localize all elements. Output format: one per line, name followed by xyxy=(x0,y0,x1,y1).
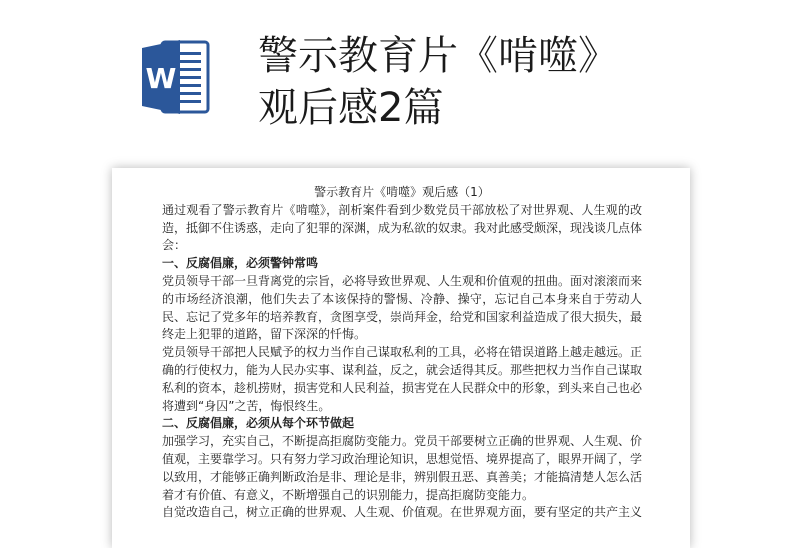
document-preview-page xyxy=(112,168,690,548)
document-title: 警示教育片《啃噬》观后感（1） xyxy=(314,185,490,199)
document-section-heading: 一、反腐倡廉，必须警钟常鸣 xyxy=(162,256,319,271)
word-document-icon xyxy=(140,36,212,118)
document-paragraph: 自觉改造自己，树立正确的世界观、人生观、价值观。在世界观方面，要有坚定的共产主义 xyxy=(162,505,643,520)
header xyxy=(0,0,800,160)
document-content xyxy=(162,184,642,522)
page-title-line-2: 观后感2篇 xyxy=(258,85,444,131)
page-title xyxy=(258,30,778,134)
document-paragraph: 党员领导干部把人民赋予的权力当作自己谋取私利的工具，必将在错误道路上越走越远。正确的行使权力，能为人民办实事、谋利益，反之，就会适得其反。那些把权力当作自己谋取私利的资本，趁机捞财，损害党和人民利益，损害党在人民群众中的形象，到头来自己也必将遭到“身囚”之苦，悔恨终生。 xyxy=(162,345,643,413)
page-title-line-1: 警示教育片《啃噬》 xyxy=(258,33,618,79)
document-paragraph: 通过观看了警示教育片《啃噬》，剖析案件看到少数党员干部放松了对世界观、人生观的改造，抵御不住诱惑，走向了犯罪的深渊，成为私欲的奴隶。我对此感受颇深，现浅谈几点体会： xyxy=(162,202,643,253)
document-section-heading: 二、反腐倡廉，必须从每个环节做起 xyxy=(162,416,355,431)
document-paragraph: 党员领导干部一旦背离党的宗旨，必将导致世界观、人生观和价值观的扭曲。面对滚滚而来的市场经济浪潮，他们失去了本该保持的警惕、冷静、操守，忘记自己本身来自于劳动人民、忘记了党多年的培养教育，贪图享受，崇尚拜金，给党和国家利益造成了很大损失，最终走上犯罪的道路，留下深深的忏悔。 xyxy=(162,273,643,342)
word-icon-letter: W xyxy=(145,62,177,95)
document-paragraph: 加强学习，充实自己，不断提高拒腐防变能力。党员干部要树立正确的世界观、人生观、价值观，主要靠学习。只有努力学习政治理论知识，思想觉悟、境界提高了，眼界开阔了，学以致用，才能够正确判断政治是非、理论是非，辨别假丑恶、真善美；才能搞清楚人怎么活着才有价值、有意义，不断增强自己的识别能力，提高拒腐防变能力。 xyxy=(162,434,643,502)
